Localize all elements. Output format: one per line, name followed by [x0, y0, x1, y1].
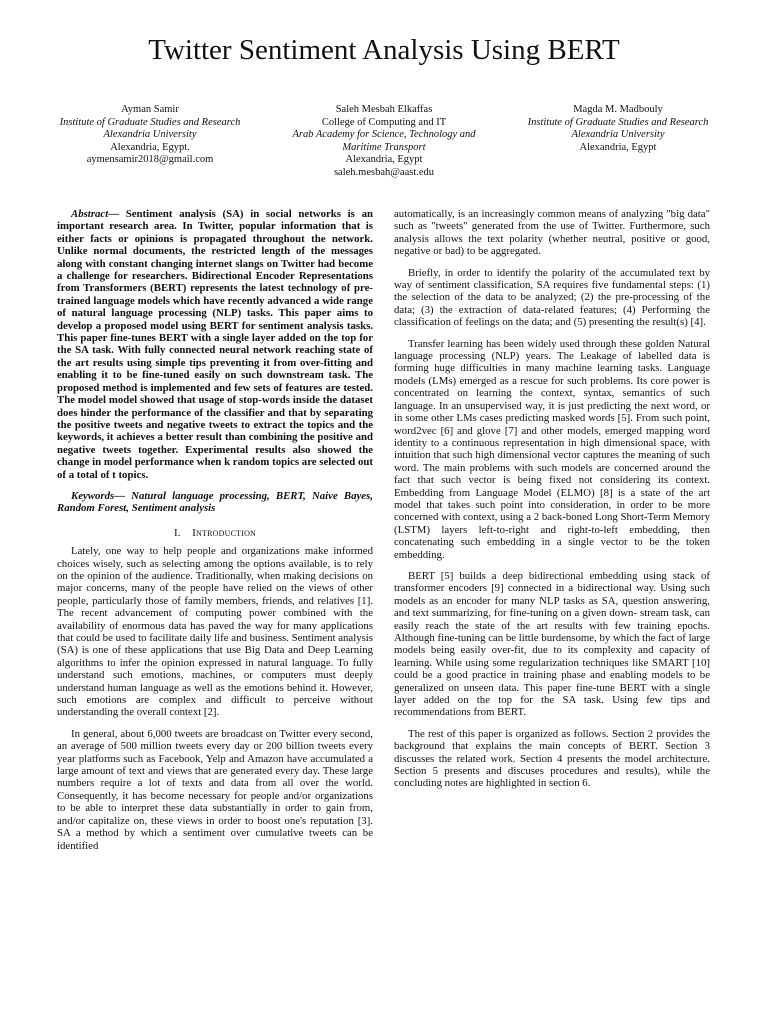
author-city: Alexandria, Egypt. [110, 141, 190, 153]
author-university: Alexandria University [571, 129, 665, 140]
left-column [57, 208, 373, 861]
author-name: Saleh Mesbah Elkaffas [335, 104, 433, 115]
right-column [394, 208, 710, 799]
author-name: Magda M. Madbouly [573, 104, 663, 115]
author-university: Arab Academy for Science, Technology and Maritime Transport [292, 129, 476, 153]
body-paragraph: In general, about 6,000 tweets are broadcast on Twitter every second, an average of 500 million tweets every day or 200 billion tweets every year platforms such as Facebook, Yelp and Amazon have accumulated a large amount of text and views that are generated every day. These large numbers require a lot of texts and data from all over the world. Consequently, it has become necessary for people and/or organizations to be able to interpret these data substantially in order to gain from, and/or capitalize on, these views in order to boost one's reputation [3]. SA a method by which a sentiment over cumulative tweets can be identified [57, 727, 373, 852]
abstract-label: Abstract [71, 208, 109, 220]
body-paragraph: automatically, is an increasingly common means of analyzing "big data" such as "tweets" generated from the use of Twitter. Furthermore, such analysis allows the text polarity (whether neutral, positive or good, negative or bad) to be aggregated. [394, 208, 710, 258]
body-paragraph: Lately, one way to help people and organizations make informed choices wisely, such as selecting among the options available, is to rely on the opinion of the audience. Traditionally, when making decisions on major concerns, many of the people have relied on the views of other people, particularly those of family members, friends, and relatives [1]. The recent advancement of computing power combined with the availability of enormous data has paved the way for many applications that could be used to facilitate daily life and business. Sentiment analysis (SA) is one of these applications that use Big Data and Deep Learning algorithms to infer the opinion expressed in natural language. To fully understand such emotions, machines, or computers must deeply understand human language as well as the emotions behind it. However, such emotions are complex and difficult to perceive without understanding the overall context [2]. [57, 545, 373, 719]
section-heading-introduction [57, 527, 373, 539]
abstract-text: Sentiment analysis (SA) in social networks is an important research area. In Twitter, popular information that is either facts or opinions is propagated throughout the network. Unlike normal documents, the restricted length of the messages along with constant changing internet slangs on Twitter had become a challenge for researchers. Bidirectional Encoder Representations from Transformers (BERT) represents the latest technology of pre-trained language models which have recently advanced a wide range of natural language processing (NLP) tasks. This paper aims to develop a proposed model using BERT for sentiment analysis tasks. This paper fine-tunes BERT with a single layer added on the top for the SA task. With fully connected neural network reaching state of the art results using simple tips preventing it from over-fitting and enabling it to be fine-tuned easily on such downstream task. The proposed method is implemented and few sets of features are tested. The model model showed that usage of stop-words inside the dataset does hinder the performance of the classifier and that by separating the positive tweets and negative tweets to extract the topics and the keywords, it achieves a better result than combining the positive and negative tweets together. Experimental results also showed the change in model performance when k random topics are selected out of a total of t topics. [57, 208, 373, 481]
author-email: saleh.mesbah@aast.edu [333, 166, 435, 178]
author-city: Alexandria, Egypt [345, 154, 423, 165]
author-3 [508, 104, 728, 179]
body-paragraph: Transfer learning has been widely used through these golden Natural language processing (NLP) years. The Leakage of labelled data is forming huge difficulties in many machine learning tasks. Language models (LMs) emerged as a rescue for such problems. Its core power is concentrated on learning the context, syntax, semantics of such language. In an unsupervised way, it is just predicting the next word, or in some other LMs cases predicting masked words [5]. From such point, word2vec [6] and glove [7] and other models, emerged mapping word identity to a continuous representation in high dimensional space, with intuition that such high dimensional vector captures the meaning of such word. The main problems with such models are concerned around the fact that such vector is being fixed not considering its context. Embedding from Language Model (ELMO) [8] is a state of the art model that takes such point into consideration, in order to be more concerned with context, using a 2 back-boned Long Short-Term Memory (LSTM) layers left-to-right and right-to-left embedding, then concatenating such embedding in a single vector to be the token embedding. [394, 337, 710, 561]
section-title: Introduction [192, 526, 257, 539]
body-paragraph: Briefly, in order to identify the polarity of the accumulated text by way of sentiment classification, SA requires five fundamental steps: (1) the selection of the data to be analyzed; (2) the pre-processing of the data; (3) the extraction of data-related features; (4) Performing the classification of feelings on the data; and (5) presenting the result(s) [4]. [394, 266, 710, 329]
author-email: aymensamir2018@gmail.com [86, 154, 214, 165]
author-block [40, 104, 728, 179]
author-affiliation: Institute of Graduate Studies and Research [59, 116, 241, 128]
section-number: I. [173, 526, 181, 539]
body-paragraph: BERT [5] builds a deep bidirectional embedding using stack of transformer encoders [9] connected in a bidirectional way. Using such models as an encoder for many NLP tasks as SA, question answering, and text summarizing, for fine-tuning on a given down- stream task, can easily reach the state of the art results with few training epochs. Although fine-tuning can be little burdensome, by which the fact of large models being easily over-fit, due to its complexity and capacity of learning. While using some regularization techniques like SMART [10] could be a good practice in training phase and enabling models to be generalized on unseen data. This paper fine-tune BERT with a single layer added on the top for the SA task. Using few tips and recommendations from BERT. [394, 569, 710, 719]
keywords [57, 490, 373, 515]
paper-title: Twitter Sentiment Analysis Using BERT [148, 34, 620, 66]
author-name: Ayman Samir [121, 104, 179, 115]
author-university: Alexandria University [103, 129, 197, 140]
keywords-text: Natural language processing, BERT, Naive Bayes, Random Forest, Sentiment analysis [57, 489, 373, 515]
abstract-dash: — [108, 208, 119, 220]
author-2 [274, 104, 494, 179]
body-paragraph: The rest of this paper is organized as follows. Section 2 provides the background that explains the main concepts of BERT. Section 3 discusses the related work. Section 4 presents the model architecture. Section 5 presents and discuses procedures and results), while the concluding notes are highlighted in section 6. [394, 727, 710, 790]
author-city: Alexandria, Egypt [579, 141, 657, 153]
author-1 [40, 104, 260, 179]
author-affiliation: Institute of Graduate Studies and Research [527, 116, 709, 128]
keywords-label: Keywords— [71, 489, 125, 502]
abstract [57, 208, 373, 481]
author-affiliation: College of Computing and IT [321, 116, 447, 128]
